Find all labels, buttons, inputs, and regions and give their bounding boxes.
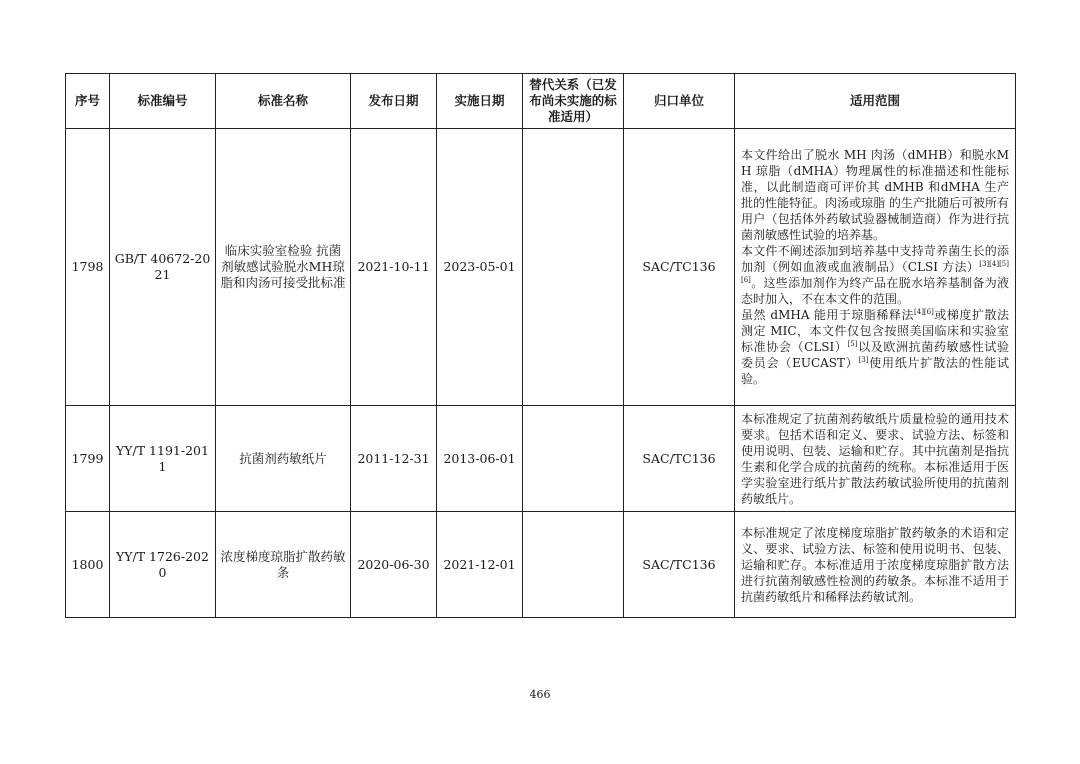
citation-ref: [5] xyxy=(847,340,858,348)
cell-standard-code: YY/T 1191-2011 xyxy=(110,406,216,512)
cell-standard-name: 浓度梯度琼脂扩散药敏条 xyxy=(216,512,351,618)
citation-ref: [4][6] xyxy=(914,308,934,316)
cell-scope xyxy=(735,512,1016,618)
citation-ref: [3] xyxy=(858,356,869,364)
cell-scope xyxy=(735,129,1016,406)
scope-paragraph: 本标准规定了浓度梯度琼脂扩散药敏条的术语和定义、要求、试验方法、标签和使用说明书、包装、运输和贮存。本标准适用于浓度梯度琼脂扩散方法进行抗菌剂敏感性检测的药敏条。本标准不适用于抗菌药敏纸片和稀释法药敏试剂。 xyxy=(741,525,1009,604)
cell-publish-date: 2021-10-11 xyxy=(351,129,437,406)
standards-table xyxy=(65,73,1016,618)
cell-implement-date: 2013-06-01 xyxy=(437,406,523,512)
scope-paragraph: 本标准规定了抗菌剂药敏纸片质量检验的通用技术要求。包括术语和定义、要求、试验方法、标签和使用说明、包装、运输和贮存。其中抗菌剂是指抗生素和化学合成的抗菌药的统称。本标准适用于医学实验室进行纸片扩散法药敏试验所使用的抗菌剂药敏纸片。 xyxy=(741,411,1009,506)
header-replacement: 替代关系（已发布尚未实施的标准适用） xyxy=(523,74,624,129)
cell-standard-code: YY/T 1726-2020 xyxy=(110,512,216,618)
cell-standard-name: 临床实验室检验 抗菌剂敏感试验脱水MH琼脂和肉汤可接受批标准 xyxy=(216,129,351,406)
cell-standard-code: GB/T 40672-2021 xyxy=(110,129,216,406)
header-standard-name: 标准名称 xyxy=(216,74,351,129)
cell-responsible-unit: SAC/TC136 xyxy=(624,512,735,618)
scope-text: 以及欧洲抗菌药敏感性试验委员会（EUCAST） xyxy=(741,340,1009,370)
cell-serial-no: 1800 xyxy=(66,512,110,618)
header-responsible-unit: 归口单位 xyxy=(624,74,735,129)
cell-standard-name: 抗菌剂药敏纸片 xyxy=(216,406,351,512)
header-implement-date: 实施日期 xyxy=(437,74,523,129)
table-row xyxy=(66,512,1016,618)
cell-replacement xyxy=(523,406,624,512)
table-row xyxy=(66,129,1016,406)
cell-serial-no: 1799 xyxy=(66,406,110,512)
cell-implement-date: 2021-12-01 xyxy=(437,512,523,618)
header-standard-code: 标准编号 xyxy=(110,74,216,129)
cell-serial-no: 1798 xyxy=(66,129,110,406)
scope-text: 或梯度扩散法测定 MIC，本文件仅包含按照美国临床和实验室标准协会（CLSI） xyxy=(741,308,1009,354)
cell-responsible-unit: SAC/TC136 xyxy=(624,129,735,406)
table-header-row xyxy=(66,74,1016,129)
cell-replacement xyxy=(523,512,624,618)
header-serial-no: 序号 xyxy=(66,74,110,129)
scope-paragraph xyxy=(741,243,1009,307)
scope-paragraph xyxy=(741,307,1009,387)
table-row xyxy=(66,406,1016,512)
cell-implement-date: 2023-05-01 xyxy=(437,129,523,406)
page-number: 466 xyxy=(529,688,551,701)
header-scope: 适用范围 xyxy=(735,74,1016,129)
citation-ref: [3][4][5][6] xyxy=(741,260,1009,284)
scope-paragraph: 本文件给出了脱水 MH 肉汤（dMHB）和脱水MH 琼脂（dMHA）物理属性的标准描述和性能标准，以此制造商可评价其 dMHB 和dMHA 生产批的性能特征。肉汤或琼脂 的生产批随后可被所有用户（包括体外药敏试验器械制造商）作为进行抗菌剂敏感性试验的培养基。 xyxy=(741,148,1009,242)
cell-replacement xyxy=(523,129,624,406)
cell-publish-date: 2020-06-30 xyxy=(351,512,437,618)
cell-responsible-unit: SAC/TC136 xyxy=(624,406,735,512)
cell-publish-date: 2011-12-31 xyxy=(351,406,437,512)
scope-text: 。这些添加剂作为终产品在脱水培养基制备为液态时加入，不在本文件的范围。 xyxy=(741,276,1009,306)
scope-text: 使用纸片扩散法的性能试验。 xyxy=(741,356,1009,386)
scope-text: 本文件不阐述添加到培养基中支持苛养菌生长的添加剂（例如血液或血液制品）（CLSI 方法） xyxy=(741,244,1009,274)
header-publish-date: 发布日期 xyxy=(351,74,437,129)
scope-text: 虽然 dMHA 能用于琼脂稀释法 xyxy=(741,308,915,322)
cell-scope xyxy=(735,406,1016,512)
